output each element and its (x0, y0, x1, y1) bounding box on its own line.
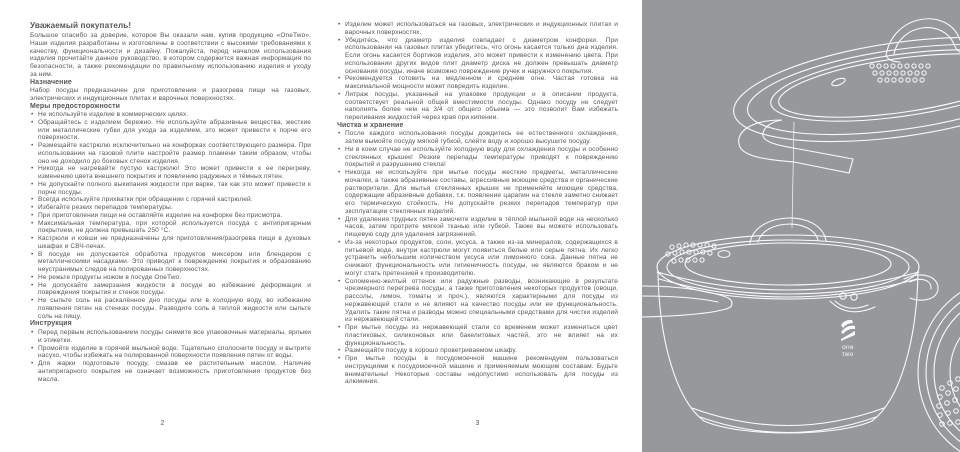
section-heading: Назначение (30, 78, 72, 86)
bullet-item: • При мытье посуды в посудомоечной машине рекомендуем пользоваться инструкциями к посудомоечной машине и применяемым моющим составам. Будьте внимательны! Некоторые составы недопустимо использовать для посуды из алюминия. (337, 355, 618, 386)
bullet-item: • Размещайте посуду в хорошо проветриваемом шкафу. (337, 347, 618, 355)
bullet-item: • Промойте изделие в горячей мыльной воде. Тщательно сполосните посуду и вытрите насухо, чтобы избежать на полированной поверхности появления пятен от воды. (30, 345, 311, 361)
bullet-item: • Не допускайте замерзания жидкости в посуде во избежание деформации и повреждения покрытия и стенок посуды. (30, 282, 311, 298)
section-heading: Меры предосторожности (30, 102, 121, 110)
bullet-item: • Для удаления трудных пятен замочите изделие в тёплой мыльной воде на несколько часов, затем протрите мягкой тканью или губкой. Также вы можете использовать пищевую соду для удаления загрязнений. (337, 216, 618, 239)
page-column-right (337, 21, 618, 386)
bullet-item: • Максимальная температура, при которой используется посуда с антипригарным покрытием, не должна превышать 250 °C. (30, 220, 311, 236)
bullet-item: • Ни в коем случае не используйте холодную воду для охлаждения посуды и особенно стеклянных крышек! Резкие перепады температуры приводят к повреждению покрытий и разрушению стекла! (337, 146, 618, 169)
page-number-left: 2 (160, 420, 165, 427)
bullet-item: • Для жарки подготовьте посуду, смазав ее растительным маслом. Наличие антипригарного покрытия не означает возможность приготовления продуктов без масла. (30, 360, 311, 383)
paragraph: Набор посуды предназначен для приготовления и разогрева пищи на газовых, электрических и индукционных плитах и варочных поверхностях. (30, 87, 311, 102)
partial-lid-bottom-right (918, 276, 960, 452)
bullet-item: • Избегайте резких перепадов температуры. (30, 204, 311, 212)
stock-pot (642, 218, 938, 433)
bullet-item: • В посуде не допускается обработка продуктов миксером или блендером с металлическими насадками. Это приводит к повреждению покрытия и образованию неустранимых следов на полированных поверхностях. (30, 251, 311, 274)
bullet-item: • Изделие может использоваться на газовых, электрических и индукционных плитах и варочных поверхностях. (337, 21, 618, 37)
bullet-item: • Не используйте изделие в коммерческих целях. (30, 111, 311, 119)
bullet-item: • Никогда не нагревайте пустую кастрюлю! Это может привести к ее перегреву, изменению цвета внешнего покрытия и появлению радужных и тёмных пятен. (30, 165, 311, 181)
bullet-item: • Из-за некоторых продуктов, соли, уксуса, а также из-за минералов, содержащихся в питьевой воде, внутри кастрюли могут появиться белые или серые пятна. Их легко устранить небольшим количеством уксуса или лимонного сока. Данные пятна не снижают функциональность или гигиеничность посуды, не являются браком и не могут стать претензией к производителю. (337, 239, 618, 278)
cover-panel (642, 0, 960, 452)
section-heading: Инструкция (30, 320, 72, 328)
bullet-list (30, 111, 311, 320)
bullet-item: • Литраж посуды, указанный на упаковке продукции и в описании продукта, соответствует реальной общей вместимости посуды. Однако посуду не следует наполнять более чем на 3/4 от общего объема — это позволит Вам избежать переливания жидкостей через края при кипении. (337, 91, 618, 122)
steam-vent-holes-top (870, 64, 930, 82)
bullet-list (337, 21, 618, 122)
bullet-item: • Не режьте продукты ножом в посуде OneTwo. (30, 274, 311, 282)
bullet-item: • Всегда используйте прихватки при обращении с горячей кастрюлей. (30, 196, 311, 204)
logo-text-two: two (842, 351, 854, 358)
onetwo-logo (841, 320, 855, 358)
guide-line (792, 122, 794, 228)
steam-vent-holes-lid (666, 243, 730, 263)
logo-text-one: one (842, 344, 854, 351)
bullet-item: • После каждого использования посуды дождитесь ее естественного охлаждения, затем вымойте посуду мягкой губкой, слейте воду и хорошо высушите посуду. (337, 130, 618, 146)
ribbon-handle (739, 120, 853, 173)
bullet-item: • При мытье посуды из нержавеющей стали со временем может измениться цвет пластиковых, силиконовых или бакелитовых частей, это не влияет на их функциональность. (337, 324, 618, 347)
bullet-item: • Убедитесь, что диаметр изделия совпадает с диаметром конфорки. При использовании на газовых плитах убедитесь, что огонь касается только дна изделия. Если огонь касается бортиков изделия, это может привести к изменению цвета. При использовании других видов плит диаметр диска не должен превышать диаметр основания посуды, иначе возможно повреждение ручек и наружного покрытия. (337, 37, 618, 76)
bullet-item: • При приготовлении пищи не оставляйте изделие на конфорке без присмотра. (30, 212, 311, 220)
bullet-item: • Обращайтесь с изделием бережно. Не используйте абразивные вещества, жесткие или металлические губки для ухода за изделием, это может привести к порче его поверхности. (30, 119, 311, 142)
paragraph: Большое спасибо за доверие, которое Вы оказали нам, купив продукцию «OneTwo». Наши изделия разработаны и изготовлены в соответствии с высокими требованиями к качеству, функциональности и дизайну. Пожалуйста, перед началом использования изделия прочитайте данное руководство, в котором содержится важная информация по безопасности, а также рекомендации по правильному использованию изделия и уходу за ним. (30, 32, 311, 78)
bullet-item: • Кастрюли и ковши не предназначены для приготовления/разогрева пищи в духовых шкафах и СВЧ-печах. (30, 235, 311, 251)
bullet-item: • Соломенно-желтый оттенок или радужные разводы, возникающие в результате чрезмерного перегрева посуды, а также приготовления некоторых продуктов (овощи, рассолы, лимон, томаты и проч.), являются характерными для посуды из нержавеющей стали и не влияют на качество посуды или ее функциональность. Удалить такие пятна и разводы можно специальными средствами для чистки изделий из нержавеющей стали. (337, 278, 618, 325)
bullet-item: • Не допускайте полного выкипания жидкости при варке, так как это может привести к порче посуды. (30, 181, 311, 197)
section-heading: Уважаемый покупатель! (30, 21, 132, 30)
bullet-item: • Не сыпьте соль на раскалённое дно посуды или в холодную воду, во избежание появления пятен на стенках посуды. Разводите соль в теплой жидкости или сыпьте соль на пищу. (30, 297, 311, 320)
cookware-illustration (642, 0, 960, 452)
bullet-item: • Перед первым использованием посуды снимите все упаковочные материалы, ярлыки и этикетки. (30, 329, 311, 345)
bullet-item: • Никогда не используйте при мытье посуды жесткие предметы, металлические мочалки, а также абразивные составы, агрессивные моющие средства и органические растворители. Для мытья стеклянных крышек не применяйте моющие средства, содержащие абразивные добавки, т.к. появление царапин на стекле заметно снижает его термическую стойкость. Не допускайте резких перепадов температур при эксплуатации стеклянных изделий. (337, 169, 618, 216)
bullet-list (337, 130, 618, 386)
section-heading: Чистка и хранение (337, 121, 404, 129)
bullet-list (30, 329, 311, 383)
bullet-item: • Размещайте кастрюлю исключительно на конфорках соответствующего размера. При использовании на газовой плите настройте размер пламени таким образом, чтобы оно не доходило до боковых стенок изделия. (30, 142, 311, 165)
pot-lid-top (727, 20, 960, 160)
page-number-right: 3 (475, 420, 480, 427)
bullet-item: • Рекомендуется готовить на медленном и среднем огне. Частая готовка на максимальной мощности может повредить изделие. (337, 75, 618, 91)
page-column-left (30, 21, 311, 383)
